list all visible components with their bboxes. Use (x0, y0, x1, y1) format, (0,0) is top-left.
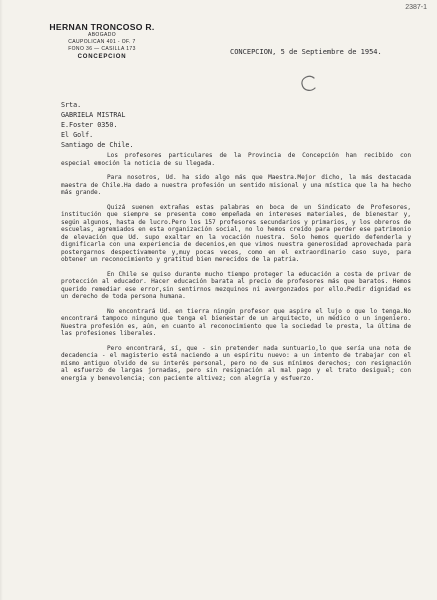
body-paragraph: Quizá suenen extrañas estas palabras en boca de un Sindicato de Profesores, institución que siempre se presenta como empeñada en intereses materiales, de bienestar y, según algunos, hasta de lucro.Pero los 157 profesores secundarios y primarios, y los obreros de escuelas, agremiados en esta organización social, no lo hemos creído para perder ese patrimonio de elevación que Ud. supo exaltar en la vocación nuestra. Solo hemos querido defenderla y dignificarla con una experiencia de decenios,en que vimos nuestra generosidad aprovechada para postergarnos despectivamente y,muy pocas veces, como en el extraordinario caso suyo, para obtener un reconocimiento y gratitud bien merecidos de la patria. (61, 203, 411, 263)
letterhead-name: HERNAN TRONCOSO R. (49, 22, 155, 32)
body-paragraph: No encontrará Ud. en tierra ningún profesor que aspire el lujo o que lo tenga.No encontrará tampoco ninguno que tenga el bienestar de un arquitecto, un médico o un ingeniero. Nuestra profesión es, aún, en cuanto al reconocimiento que la sociedad le presta, la última de las profesiones liberales. (61, 307, 411, 337)
letterhead-address: CAUPOLICAN 401 - OF. 7 (68, 39, 136, 45)
recipient-block (61, 100, 133, 150)
letterhead-phone-box: FONO 36 — CASILLA 173 (68, 46, 136, 52)
handwritten-c-mark (300, 75, 318, 93)
recipient-street: E.Foster 0350. (61, 121, 118, 130)
recipient-district: El Golf. (61, 131, 94, 140)
page-edge-shadow (0, 0, 3, 600)
body-paragraph: Para nosotros, Ud. ha sido algo más que Maestra.Mejor dicho, la más destacada maestra de Chile.Ha dado a nuestra profesión un sentido misional y una mística que la ha hecho más grande. (61, 174, 411, 196)
recipient-name: GABRIELA MISTRAL (61, 111, 126, 120)
body-paragraph: Pero encontrará, sí, que - sin pretender nada suntuario,lo que sería una nota de decadencia - el magisterio está naciendo a un espíritu nuevo: a un intento de trabajar con el mismo antiguo olvido de su interés personal, pero no de sus mínimos derechos; con resignación al esfuerzo de largas jornadas, pero sin resignación al mal pago y el trato desigual; con energía y benevolencia; con paciente altivez; con alegría y esfuerzo. (61, 344, 411, 382)
recipient-salutation: Srta. (61, 101, 82, 109)
recipient-city: Santiago de Chile. (61, 141, 134, 150)
letterhead-profession: ABOGADO (87, 32, 117, 38)
letterhead-city: CONCEPCION (77, 54, 127, 60)
archive-number: 2387-1 (405, 4, 427, 11)
body-paragraph: Los profesores particulares de la Provincia de Concepción han recibido con especial emoción la noticia de su llegada. (61, 152, 411, 167)
letterhead (42, 22, 162, 60)
dateline: CONCEPCION, 5 de Septiembre de 1954. (230, 48, 382, 56)
body-paragraph: En Chile se quiso durante mucho tiempo proteger la educación a costa de privar de protección al educador. Hacer educación barata al precio de profesores más que baratos. Hemos querido remediar ese error,sin sentirnos mezquinos ni avergonzados por ello.Pedir dignidad es un derecho de toda persona humana. (61, 270, 411, 300)
letter-body (61, 152, 411, 389)
